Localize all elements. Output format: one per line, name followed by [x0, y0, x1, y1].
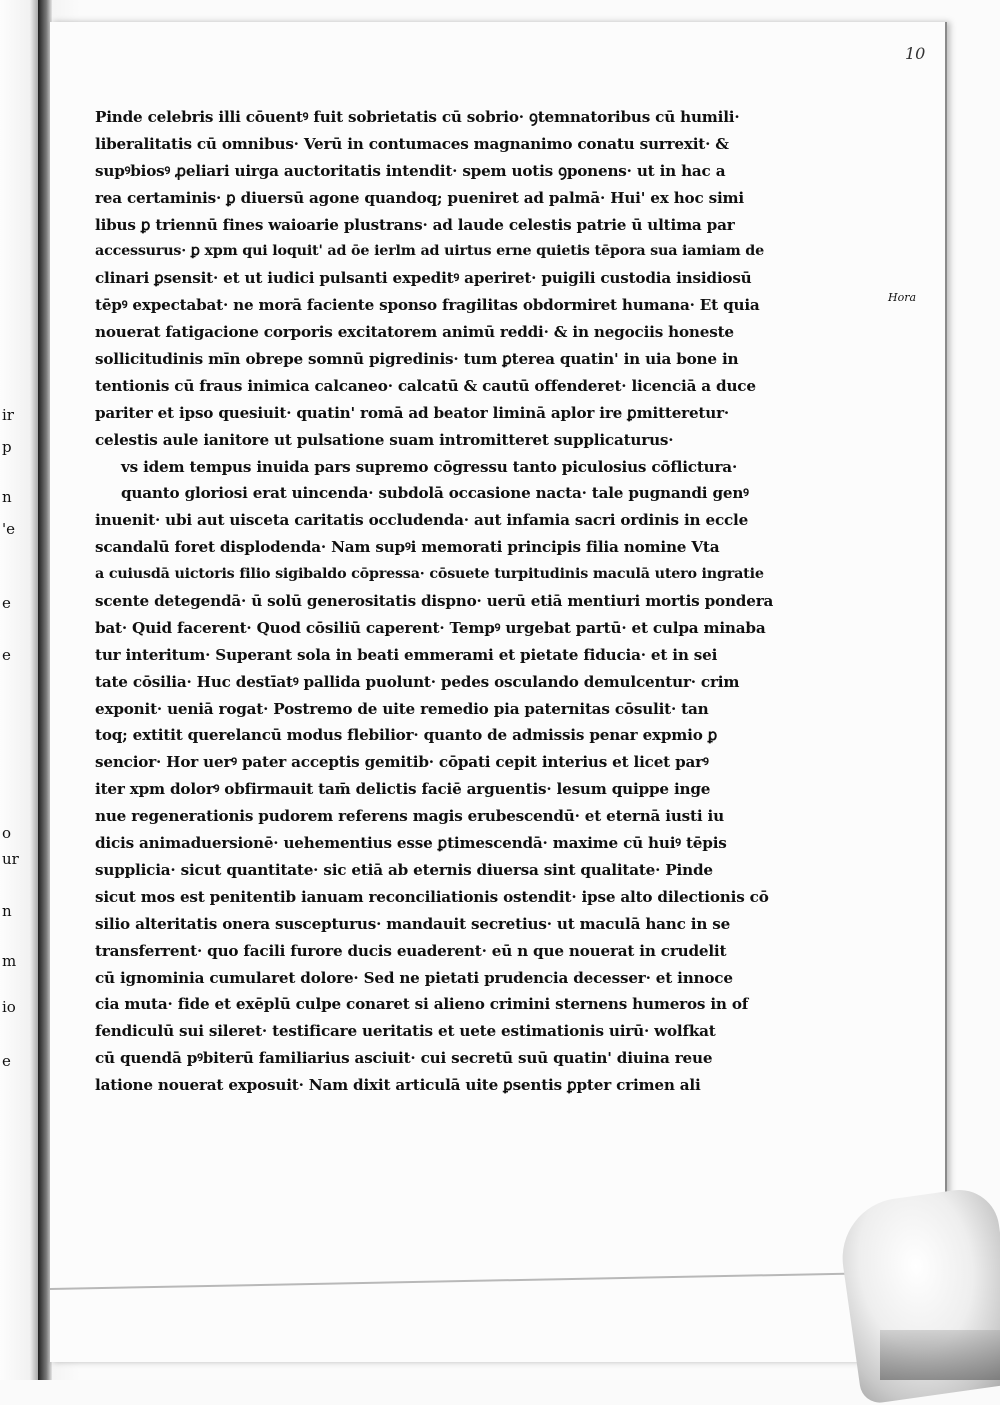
text-line: iter xpm dolorꝰ obfirmauit tam̄ delictis faciē arguentis· lesum quippe inge	[95, 780, 711, 799]
text-line: liberalitatis cū omnibus· Verū in contumaces magnanimo conatu surrexit· &	[95, 134, 729, 153]
text-line: tur interitum· Superant sola in beati emmerami et pietate fiducia· et in sei	[95, 645, 718, 664]
text-line: bat· Quid facerent· Quod cōsiliū caperent· Tempꝰ urgebat partū· et culpa minaba	[95, 618, 766, 637]
facing-page-fragment: ir	[2, 406, 14, 424]
text-line: sollicitudinis mīn obrepe somnū pigredinis· tum ꝑterea quatin' in uia bone in	[95, 350, 739, 369]
facing-page-fragment: m	[2, 952, 17, 970]
text-line: pariter et ipso quesiuit· quatin' romā ad beator liminā aplor ire ꝑmitteretur·	[95, 403, 729, 422]
facing-page-fragment: p	[2, 438, 12, 456]
text-line: sicut mos est penitentib ianuam reconciliationis ostendit· ipse alto dilectionis cō	[95, 887, 769, 906]
folio-number: 10	[905, 44, 926, 63]
text-line: celestis aule ianitore ut pulsatione suam intromitteret supplicaturus·	[95, 430, 674, 449]
text-line: cū quendā pꝰbiterū familiarius asciuit· cui secretū suū quatin' diuina reue	[95, 1049, 713, 1068]
text-line: exponit· ueniā rogat· Postremo de uite remedio pia paternitas cōsulit· tan	[95, 699, 709, 718]
text-line: inuenit· ubi aut uisceta caritatis occludenda· aut infamia sacri ordinis in eccle	[95, 511, 749, 530]
facing-page-fragment: n	[2, 902, 12, 920]
facing-page-fragment: e	[2, 594, 11, 612]
text-line: cia muta· fide et exēplū culpe conaret si alieno crimini sternens humeros in of	[95, 995, 749, 1014]
text-line: scente detegendā· ū solū generositatis dispno· uerū etiā mentiuri mortis pondera	[95, 592, 774, 611]
text-line: a cuiusdā uictoris filio sigibaldo cōpressa· cōsuete turpitudinis maculā utero ingratie	[95, 566, 764, 583]
text-line: supꝰbiosꝰ ꝓeliari uirga auctoritatis intendit· spem uotis ꝯponens· ut in hac a	[95, 161, 726, 180]
text-line: rea certaminis· ꝑ diuersū agone quandoq; pueniret ad palmā· Hui' ex hoc simi	[95, 188, 744, 207]
text-line: sencior· Hor uerꝰ pater acceptis gemitib· cōpati cepit interius et licet parꝰ	[95, 753, 709, 772]
text-line: clinari ꝑsensit· et ut iudici pulsanti expeditꝰ aperiret· puigili custodia insidiosū	[95, 269, 752, 288]
text-line: nue regenerationis pudorem referens magis erubescendū· et eternā iusti iu	[95, 807, 724, 826]
text-line: accessurus· ꝑ xpm qui loquit' ad ōe ierlm ad uirtus erne quietis tēpora sua iamiam de	[95, 243, 764, 260]
text-line: dicis animaduersionē· uehementius esse ꝑtimescendā· maxime cū huiꝰ tēpis	[95, 834, 727, 853]
text-line: toq; extitit querelancū modus flebilior· quanto de admissis penar expmio ꝑ	[95, 726, 718, 745]
facing-page-fragment: o	[2, 824, 12, 842]
text-line: cū ignominia cumularet dolore· Sed ne pietati prudencia decesser· et innoce	[95, 968, 733, 987]
text-line: libus ꝑ triennū fines waioarie plustrans· ad laude celestis patrie ū ultima par	[95, 215, 735, 234]
text-line: latione nouerat exposuit· Nam dixit articulā uite ꝑsentis ꝑpter crimen ali	[95, 1076, 701, 1095]
facing-page-fragment: 'e	[2, 520, 16, 538]
text-line: quanto gloriosi erat uincenda· subdolā occasione nacta· tale pugnandi genꝰ	[121, 484, 749, 503]
thumb-shadow	[880, 1330, 1000, 1380]
text-line: supplicia· sicut quantitate· sic etiā ab eternis diuersa sint qualitate· Pinde	[95, 860, 713, 879]
facing-page-fragment: n	[2, 488, 12, 506]
text-line: fendiculū sui sileret· testificare ueritatis et uete estimationis uirū· wolfkat	[95, 1022, 716, 1041]
marginal-note: Hora	[888, 291, 917, 304]
text-line: tate cōsilia· Huc destīatꝰ pallida puolunt· pedes osculando demulcentur· crim	[95, 672, 740, 691]
text-line: silio alteritatis onera suscepturus· mandauit secretius· ut maculā hanc in se	[95, 914, 731, 933]
text-line: vs idem tempus inuida pars supremo cōgressu tanto piculosius cōflictura·	[121, 457, 738, 476]
text-line: tēpꝰ expectabat· ne morā faciente sponso fragilitas obdormiret humana· Et quia	[95, 296, 760, 315]
manuscript-text	[95, 104, 775, 1099]
text-line: nouerat fatigacione corporis excitatorem animū reddi· & in negociis honeste	[95, 323, 734, 342]
facing-page-fragment: ur	[2, 850, 19, 868]
text-line: Pinde celebris illi cōuentꝰ fuit sobrietatis cū sobrio· ꝯtemnatoribus cū humili·	[95, 108, 740, 126]
facing-page-fragment: e	[2, 1052, 11, 1070]
text-line: transferrent· quo facili furore ducis euaderent· eū n que nouerat in crudelit	[95, 941, 727, 960]
facing-page-fragment: e	[2, 646, 11, 664]
facing-page-fragment: io	[2, 998, 16, 1016]
text-line: tentionis cū fraus inimica calcaneo· calcatū & cautū offenderet· licenciā a duce	[95, 376, 756, 395]
text-line: scandalū foret displodenda· Nam supꝰi memorati principis filia nomine Vta	[95, 538, 720, 557]
